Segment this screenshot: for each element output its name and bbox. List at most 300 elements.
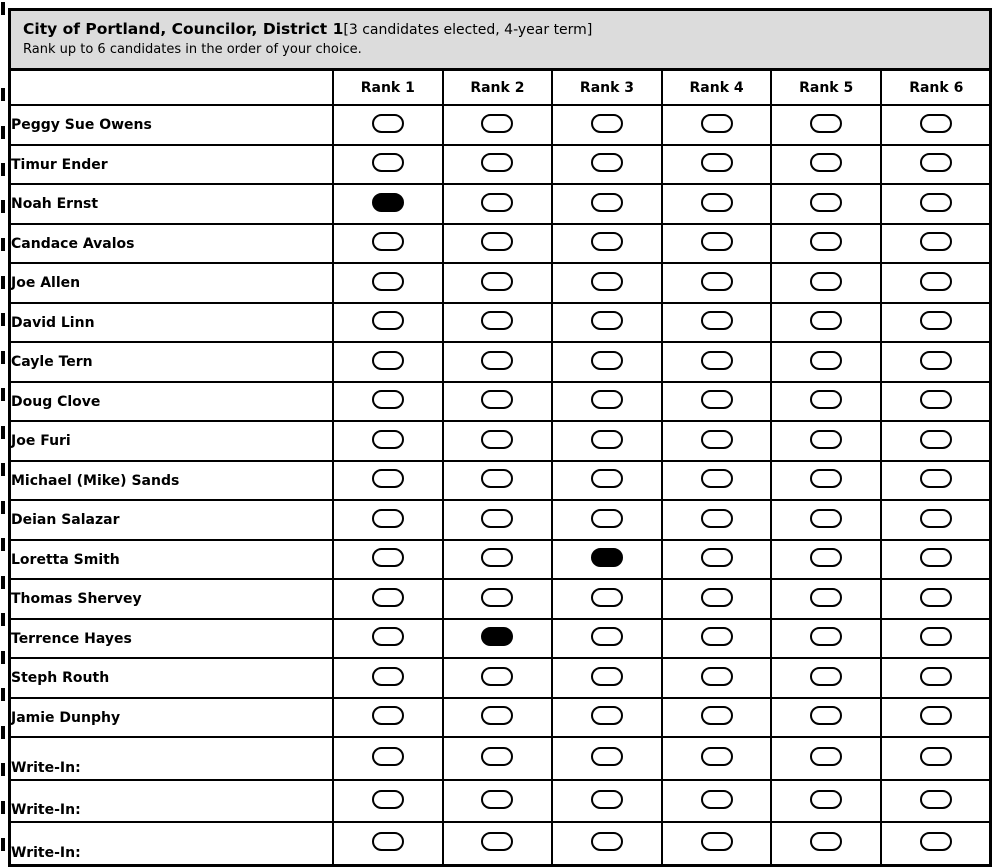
candidate-name: Loretta Smith [11,540,333,580]
candidate-row [11,540,991,580]
rank-3-cell[interactable] [552,619,662,659]
rank-1-cell[interactable] [333,382,443,422]
rank-5-cell[interactable] [771,579,881,619]
rank-6-cell[interactable] [881,540,991,580]
rank-1-cell[interactable] [333,224,443,264]
empty-oval-icon[interactable] [701,351,733,370]
rank-5-cell[interactable] [771,698,881,738]
empty-oval-icon[interactable] [481,790,513,809]
rank-1-cell[interactable] [333,822,443,864]
contest-title-text: City of Portland, Councilor, District 1 [23,20,344,38]
empty-oval-icon[interactable] [920,390,952,409]
rank-5-cell[interactable] [771,658,881,698]
empty-oval-icon[interactable] [701,114,733,133]
rank-6-cell[interactable] [881,579,991,619]
empty-oval-icon[interactable] [481,272,513,291]
rank-1-cell[interactable] [333,105,443,145]
rank-2-cell[interactable] [443,698,553,738]
rank-5-cell[interactable] [771,780,881,823]
rank-4-cell[interactable] [662,737,772,780]
rank-5-cell[interactable] [771,461,881,501]
rank-3-cell[interactable] [552,658,662,698]
rank-4-cell[interactable] [662,105,772,145]
candidate-name: Noah Ernst [11,184,333,224]
candidate-name: Jamie Dunphy [11,698,333,738]
rank-3-cell[interactable] [552,184,662,224]
contest-title [23,20,977,40]
rank-3-cell[interactable] [552,500,662,540]
candidate-row [11,303,991,343]
candidate-row [11,619,991,659]
candidate-row [11,105,991,145]
timing-mark [1,688,5,701]
timing-mark [1,276,5,289]
empty-oval-icon[interactable] [920,588,952,607]
empty-oval-icon[interactable] [920,430,952,449]
empty-oval-icon[interactable] [701,232,733,251]
candidate-row [11,145,991,185]
empty-oval-icon[interactable] [481,747,513,766]
timing-mark [1,651,5,664]
candidate-row [11,737,991,780]
empty-oval-icon[interactable] [920,114,952,133]
rank-6-cell[interactable] [881,263,991,303]
empty-oval-icon[interactable] [481,232,513,251]
candidate-name: Peggy Sue Owens [11,105,333,145]
rank-4-cell[interactable] [662,579,772,619]
candidate-row [11,658,991,698]
empty-oval-icon[interactable] [701,272,733,291]
empty-oval-icon[interactable] [810,430,842,449]
empty-oval-icon[interactable] [481,548,513,567]
empty-oval-icon[interactable] [481,311,513,330]
empty-oval-icon[interactable] [591,153,623,172]
rank-6-cell[interactable] [881,421,991,461]
rank-2-cell[interactable] [443,619,553,659]
empty-oval-icon[interactable] [810,469,842,488]
empty-oval-icon[interactable] [701,667,733,686]
column-header-rank-1: Rank 1 [333,71,443,105]
empty-oval-icon[interactable] [481,351,513,370]
empty-oval-icon[interactable] [481,114,513,133]
timing-mark [1,163,5,176]
rank-5-cell[interactable] [771,303,881,343]
rank-3-cell[interactable] [552,698,662,738]
timing-mark [1,351,5,364]
empty-oval-icon[interactable] [701,627,733,646]
rank-4-cell[interactable] [662,822,772,864]
empty-oval-icon[interactable] [701,509,733,528]
candidate-row [11,184,991,224]
empty-oval-icon[interactable] [701,153,733,172]
rank-3-cell[interactable] [552,145,662,185]
timing-mark [1,538,5,551]
rank-5-cell[interactable] [771,619,881,659]
rank-4-cell[interactable] [662,382,772,422]
rank-3-cell[interactable] [552,224,662,264]
rank-2-cell[interactable] [443,461,553,501]
empty-oval-icon[interactable] [920,232,952,251]
empty-oval-icon[interactable] [701,588,733,607]
rank-6-cell[interactable] [881,184,991,224]
candidate-row [11,224,991,264]
rank-3-cell[interactable] [552,105,662,145]
empty-oval-icon[interactable] [372,588,404,607]
rank-2-cell[interactable] [443,303,553,343]
candidate-name: Terrence Hayes [11,619,333,659]
rank-1-cell[interactable] [333,658,443,698]
timing-mark [1,501,5,514]
contest-header [11,11,989,71]
empty-oval-icon[interactable] [591,114,623,133]
rank-2-cell[interactable] [443,105,553,145]
empty-oval-icon[interactable] [372,153,404,172]
empty-oval-icon[interactable] [481,469,513,488]
candidate-name: Joe Allen [11,263,333,303]
empty-oval-icon[interactable] [810,548,842,567]
empty-oval-icon[interactable] [591,311,623,330]
empty-oval-icon[interactable] [810,193,842,212]
empty-oval-icon[interactable] [920,153,952,172]
empty-oval-icon[interactable] [591,469,623,488]
rank-1-cell[interactable] [333,421,443,461]
rank-3-cell[interactable] [552,822,662,864]
rank-2-cell[interactable] [443,342,553,382]
rank-5-cell[interactable] [771,540,881,580]
candidate-name: Joe Furi [11,421,333,461]
empty-oval-icon[interactable] [372,272,404,291]
empty-oval-icon[interactable] [701,706,733,725]
timing-mark [1,613,5,626]
empty-oval-icon[interactable] [591,509,623,528]
timing-mark [1,200,5,213]
rank-1-cell[interactable] [333,263,443,303]
empty-oval-icon[interactable] [481,667,513,686]
rank-2-cell[interactable] [443,500,553,540]
column-header-rank-4: Rank 4 [662,71,772,105]
empty-oval-icon[interactable] [372,232,404,251]
rank-5-cell[interactable] [771,342,881,382]
rank-5-cell[interactable] [771,263,881,303]
empty-oval-icon[interactable] [372,790,404,809]
empty-oval-icon[interactable] [372,832,404,851]
empty-oval-icon[interactable] [591,706,623,725]
rank-1-cell[interactable] [333,500,443,540]
rank-1-cell[interactable] [333,145,443,185]
rank-1-cell[interactable] [333,461,443,501]
candidate-name: Steph Routh [11,658,333,698]
rank-2-cell[interactable] [443,145,553,185]
rank-5-cell[interactable] [771,105,881,145]
rank-4-cell[interactable] [662,500,772,540]
empty-oval-icon[interactable] [920,272,952,291]
empty-oval-icon[interactable] [591,232,623,251]
rank-6-cell[interactable] [881,382,991,422]
empty-oval-icon[interactable] [920,627,952,646]
empty-oval-icon[interactable] [372,430,404,449]
rank-4-cell[interactable] [662,263,772,303]
empty-oval-icon[interactable] [810,790,842,809]
write-in-field[interactable]: Write-In: [11,822,333,864]
rank-5-cell[interactable] [771,500,881,540]
empty-oval-icon[interactable] [920,351,952,370]
rank-1-cell[interactable] [333,342,443,382]
empty-oval-icon[interactable] [591,193,623,212]
empty-oval-icon[interactable] [591,588,623,607]
empty-oval-icon[interactable] [810,114,842,133]
candidate-row [11,500,991,540]
rank-5-cell[interactable] [771,382,881,422]
empty-oval-icon[interactable] [701,832,733,851]
ranked-choice-grid [11,71,991,864]
rank-4-cell[interactable] [662,303,772,343]
rank-3-cell[interactable] [552,382,662,422]
rank-3-cell[interactable] [552,579,662,619]
timing-mark [1,313,5,326]
candidate-name: Michael (Mike) Sands [11,461,333,501]
empty-oval-icon[interactable] [591,667,623,686]
rank-1-cell[interactable] [333,619,443,659]
rank-2-cell[interactable] [443,184,553,224]
filled-oval-icon[interactable] [481,627,513,646]
empty-oval-icon[interactable] [810,627,842,646]
empty-oval-icon[interactable] [701,193,733,212]
candidate-row [11,461,991,501]
rank-1-cell[interactable] [333,780,443,823]
empty-oval-icon[interactable] [481,706,513,725]
empty-oval-icon[interactable] [810,706,842,725]
column-header-rank-3: Rank 3 [552,71,662,105]
empty-oval-icon[interactable] [701,430,733,449]
column-header-rank-2: Rank 2 [443,71,553,105]
empty-oval-icon[interactable] [591,390,623,409]
rank-4-cell[interactable] [662,619,772,659]
write-in-field[interactable]: Write-In: [11,780,333,823]
candidate-row [11,382,991,422]
empty-oval-icon[interactable] [481,832,513,851]
empty-oval-icon[interactable] [481,193,513,212]
empty-oval-icon[interactable] [481,430,513,449]
rank-4-cell[interactable] [662,224,772,264]
rank-6-cell[interactable] [881,619,991,659]
candidate-name: Doug Clove [11,382,333,422]
timing-mark [1,463,5,476]
empty-oval-icon[interactable] [591,832,623,851]
candidate-row [11,263,991,303]
empty-oval-icon[interactable] [372,469,404,488]
rank-5-cell[interactable] [771,737,881,780]
empty-oval-icon[interactable] [372,311,404,330]
filled-oval-icon[interactable] [591,548,623,567]
column-header-rank-6: Rank 6 [881,71,991,105]
rank-6-cell[interactable] [881,698,991,738]
rank-2-cell[interactable] [443,421,553,461]
empty-oval-icon[interactable] [481,588,513,607]
rank-4-cell[interactable] [662,698,772,738]
rank-1-cell[interactable] [333,303,443,343]
rank-4-cell[interactable] [662,461,772,501]
empty-oval-icon[interactable] [372,667,404,686]
rank-6-cell[interactable] [881,303,991,343]
empty-oval-icon[interactable] [701,311,733,330]
grid-header-row [11,71,991,105]
empty-oval-icon[interactable] [372,548,404,567]
empty-oval-icon[interactable] [920,667,952,686]
candidate-row [11,822,991,864]
rank-2-cell[interactable] [443,737,553,780]
candidate-row [11,342,991,382]
rank-3-cell[interactable] [552,263,662,303]
rank-4-cell[interactable] [662,342,772,382]
rank-2-cell[interactable] [443,540,553,580]
empty-oval-icon[interactable] [701,548,733,567]
rank-2-cell[interactable] [443,263,553,303]
rank-3-cell[interactable] [552,303,662,343]
empty-oval-icon[interactable] [920,193,952,212]
rank-6-cell[interactable] [881,342,991,382]
empty-oval-icon[interactable] [372,627,404,646]
empty-oval-icon[interactable] [372,114,404,133]
rank-1-cell[interactable] [333,579,443,619]
empty-oval-icon[interactable] [701,790,733,809]
rank-5-cell[interactable] [771,145,881,185]
rank-2-cell[interactable] [443,224,553,264]
rank-1-cell[interactable] [333,698,443,738]
rank-6-cell[interactable] [881,105,991,145]
column-header-rank-5: Rank 5 [771,71,881,105]
empty-oval-icon[interactable] [810,351,842,370]
write-in-field[interactable]: Write-In: [11,737,333,780]
filled-oval-icon[interactable] [372,193,404,212]
rank-3-cell[interactable] [552,342,662,382]
contest-qualifier: [3 candidates elected, 4-year term] [343,22,593,38]
candidate-name: Timur Ender [11,145,333,185]
empty-oval-icon[interactable] [920,832,952,851]
empty-oval-icon[interactable] [920,311,952,330]
empty-oval-icon[interactable] [920,747,952,766]
candidate-row [11,698,991,738]
empty-oval-icon[interactable] [591,272,623,291]
empty-oval-icon[interactable] [591,790,623,809]
rank-6-cell[interactable] [881,145,991,185]
rank-4-cell[interactable] [662,145,772,185]
rank-2-cell[interactable] [443,658,553,698]
empty-oval-icon[interactable] [481,153,513,172]
rank-1-cell[interactable] [333,737,443,780]
rank-4-cell[interactable] [662,540,772,580]
rank-6-cell[interactable] [881,822,991,864]
empty-oval-icon[interactable] [920,469,952,488]
rank-6-cell[interactable] [881,780,991,823]
rank-6-cell[interactable] [881,224,991,264]
timing-mark [1,238,5,251]
empty-oval-icon[interactable] [591,430,623,449]
rank-3-cell[interactable] [552,540,662,580]
candidate-name: Deian Salazar [11,500,333,540]
empty-oval-icon[interactable] [701,390,733,409]
rank-6-cell[interactable] [881,658,991,698]
empty-oval-icon[interactable] [810,747,842,766]
rank-4-cell[interactable] [662,184,772,224]
timing-mark [1,2,5,15]
rank-3-cell[interactable] [552,780,662,823]
empty-oval-icon[interactable] [810,509,842,528]
timing-mark [1,88,5,101]
empty-oval-icon[interactable] [810,832,842,851]
empty-oval-icon[interactable] [372,351,404,370]
grid-body [11,105,991,864]
timing-mark [1,388,5,401]
rank-4-cell[interactable] [662,421,772,461]
empty-oval-icon[interactable] [701,469,733,488]
candidate-name: Candace Avalos [11,224,333,264]
empty-oval-icon[interactable] [481,390,513,409]
empty-oval-icon[interactable] [372,390,404,409]
candidate-row [11,579,991,619]
rank-4-cell[interactable] [662,658,772,698]
rank-5-cell[interactable] [771,224,881,264]
empty-oval-icon[interactable] [591,351,623,370]
ballot-contest-block [8,8,992,867]
rank-6-cell[interactable] [881,500,991,540]
candidate-name: David Linn [11,303,333,343]
empty-oval-icon[interactable] [810,272,842,291]
timing-mark [1,576,5,589]
rank-5-cell[interactable] [771,822,881,864]
rank-5-cell[interactable] [771,421,881,461]
empty-oval-icon[interactable] [920,548,952,567]
grid-header-blank [11,71,333,105]
rank-2-cell[interactable] [443,822,553,864]
timing-mark [1,763,5,776]
rank-6-cell[interactable] [881,461,991,501]
empty-oval-icon[interactable] [372,747,404,766]
empty-oval-icon[interactable] [920,509,952,528]
empty-oval-icon[interactable] [810,667,842,686]
empty-oval-icon[interactable] [920,790,952,809]
candidate-name: Cayle Tern [11,342,333,382]
rank-3-cell[interactable] [552,737,662,780]
rank-3-cell[interactable] [552,421,662,461]
timing-mark [1,801,5,814]
candidate-row [11,421,991,461]
rank-2-cell[interactable] [443,579,553,619]
empty-oval-icon[interactable] [810,311,842,330]
rank-6-cell[interactable] [881,737,991,780]
candidate-row [11,780,991,823]
rank-2-cell[interactable] [443,780,553,823]
empty-oval-icon[interactable] [810,153,842,172]
rank-5-cell[interactable] [771,184,881,224]
empty-oval-icon[interactable] [591,747,623,766]
empty-oval-icon[interactable] [920,706,952,725]
timing-mark [1,426,5,439]
empty-oval-icon[interactable] [481,509,513,528]
rank-3-cell[interactable] [552,461,662,501]
rank-4-cell[interactable] [662,780,772,823]
empty-oval-icon[interactable] [372,509,404,528]
rank-1-cell[interactable] [333,540,443,580]
contest-instruction: Rank up to 6 candidates in the order of your choice. [23,41,362,57]
empty-oval-icon[interactable] [810,390,842,409]
empty-oval-icon[interactable] [701,747,733,766]
empty-oval-icon[interactable] [810,588,842,607]
rank-2-cell[interactable] [443,382,553,422]
empty-oval-icon[interactable] [591,627,623,646]
rank-1-cell[interactable] [333,184,443,224]
empty-oval-icon[interactable] [372,706,404,725]
empty-oval-icon[interactable] [810,232,842,251]
